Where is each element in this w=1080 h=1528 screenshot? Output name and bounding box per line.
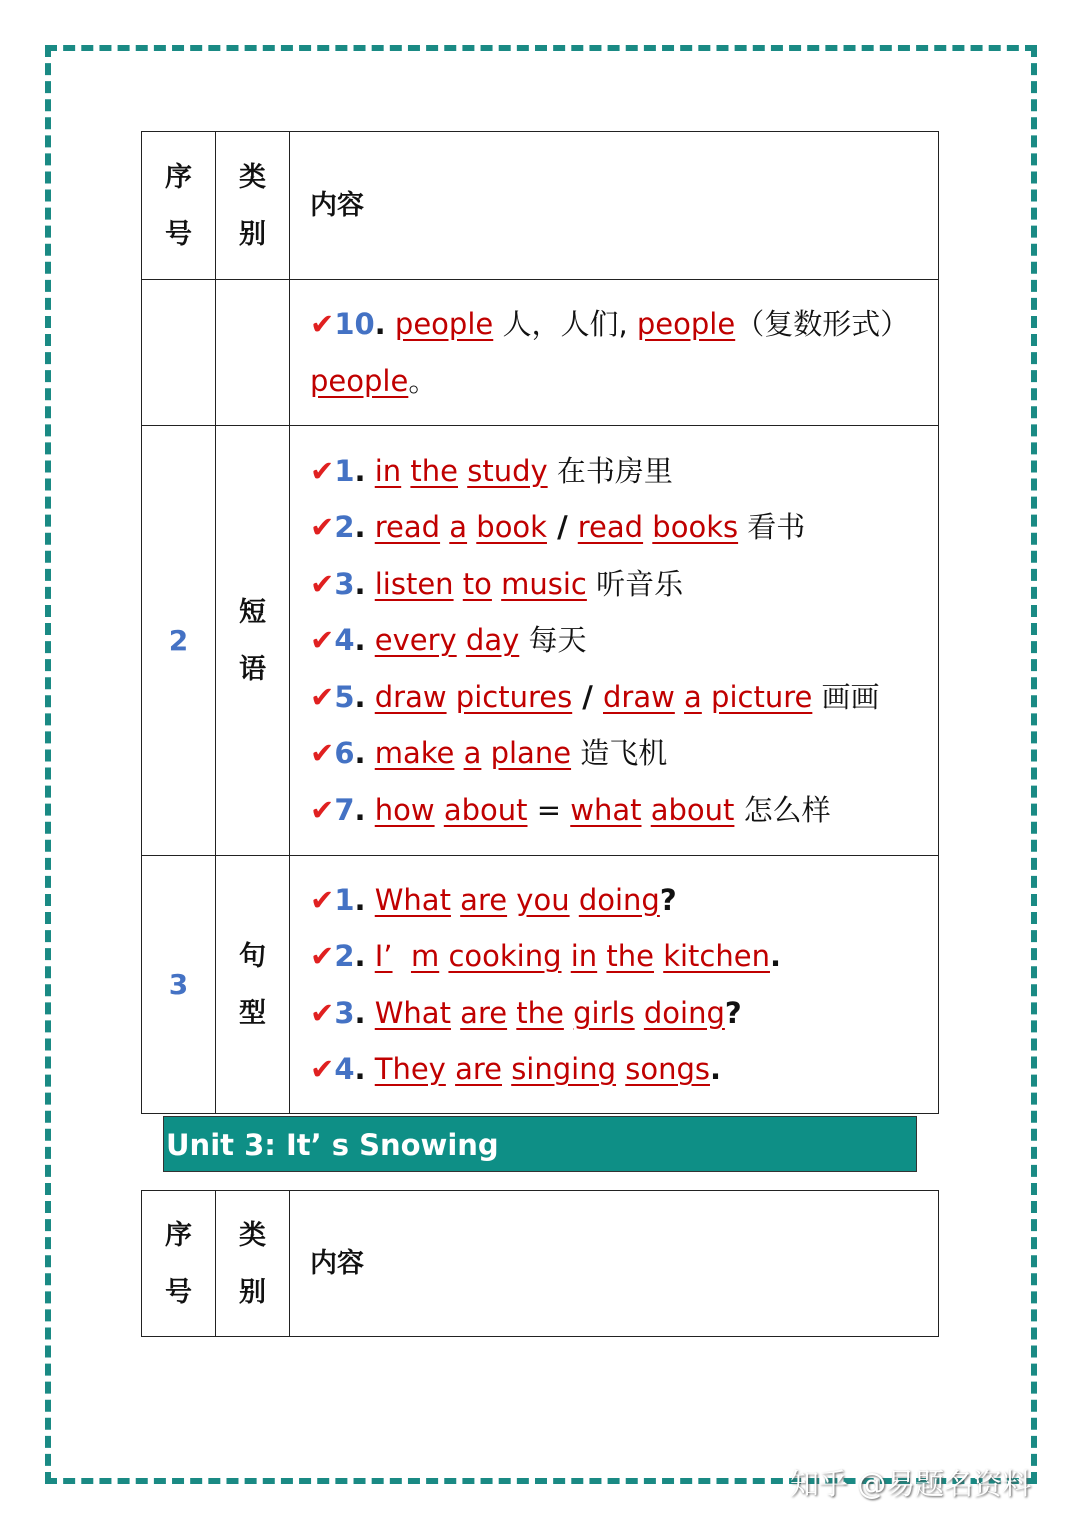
item-text xyxy=(447,680,456,714)
item-number: 3 xyxy=(334,995,355,1030)
item-text xyxy=(467,510,476,544)
table-row xyxy=(142,280,939,426)
answer-word: are xyxy=(460,995,508,1030)
answer-word: about xyxy=(650,792,735,827)
answer-word: people xyxy=(636,307,736,341)
answer-word: read xyxy=(577,510,644,545)
item-text: / xyxy=(572,679,603,714)
item-number: 4 xyxy=(334,1052,355,1086)
item-text xyxy=(507,883,516,917)
check-icon: ✔ xyxy=(310,679,335,714)
answer-word: day xyxy=(465,623,520,658)
item-text: 怎么样 xyxy=(734,792,831,827)
item-text xyxy=(643,510,652,544)
item-text: . xyxy=(709,1052,722,1086)
header-seq: 序号 xyxy=(165,1219,192,1308)
list-item: ✔2. I’ m cooking in the kitchen. xyxy=(310,939,782,973)
answer-word: draw xyxy=(374,679,447,714)
table-row xyxy=(142,856,939,1114)
item-text xyxy=(451,996,460,1030)
item-text xyxy=(440,510,449,544)
header-content: 内容 xyxy=(290,132,939,280)
item-text: 画画 xyxy=(812,679,880,714)
check-icon: ✔ xyxy=(310,307,335,341)
answer-word: kitchen xyxy=(663,939,770,973)
answer-word: are xyxy=(455,1052,502,1086)
list-item: ✔7. how about = what about 怎么样 xyxy=(310,792,831,827)
header-row xyxy=(142,132,939,280)
answer-word: to xyxy=(462,566,492,601)
item-number: 2 xyxy=(334,939,355,973)
item-text xyxy=(564,996,573,1030)
check-icon: ✔ xyxy=(310,510,335,545)
answer-word: girls xyxy=(573,995,635,1030)
check-icon: ✔ xyxy=(310,1052,335,1086)
list-item: ✔4. every day 每天 xyxy=(310,623,587,658)
item-text xyxy=(597,939,606,973)
answer-word: What xyxy=(374,995,451,1030)
answer-word: make xyxy=(374,736,455,771)
answer-word: I’ xyxy=(374,939,393,973)
header-cat: 类别 xyxy=(239,1219,266,1308)
answer-word: the xyxy=(516,995,564,1030)
item-text: 听音乐 xyxy=(586,566,684,601)
item-text xyxy=(570,883,579,917)
list-item: ✔10. people 人，人们, people（复数形式） xyxy=(310,307,910,341)
answer-word: every xyxy=(374,623,457,658)
list-item: ✔2. read a book / read books 看书 xyxy=(310,510,806,545)
check-icon: ✔ xyxy=(310,736,335,771)
list-item: ✔6. make a plane 造飞机 xyxy=(310,736,668,771)
answer-word: you xyxy=(516,882,570,917)
item-text: ? xyxy=(724,995,742,1030)
answer-word: books xyxy=(652,510,739,545)
item-number: 2 xyxy=(334,510,355,545)
row-seq: 2 xyxy=(142,426,216,856)
item-number: 1 xyxy=(334,453,355,488)
answer-word: people xyxy=(394,307,494,341)
answer-word: They xyxy=(374,1052,446,1086)
answer-word: read xyxy=(374,510,441,545)
item-text xyxy=(446,1052,455,1086)
header-seq: 序号 xyxy=(165,161,192,250)
item-text xyxy=(435,793,444,827)
list-item: ✔1. What are you doing? xyxy=(310,882,677,917)
item-text xyxy=(454,736,463,770)
answer-word: m xyxy=(410,939,440,973)
answer-word: the xyxy=(606,939,654,973)
answer-word: in xyxy=(570,939,598,973)
item-number: 4 xyxy=(334,623,355,658)
answer-word: are xyxy=(460,882,508,917)
check-icon: ✔ xyxy=(310,939,335,973)
item-text: ? xyxy=(659,882,677,917)
table-row xyxy=(142,426,939,856)
item-text: 。 xyxy=(408,363,438,398)
item-text: / xyxy=(546,510,578,545)
list-item xyxy=(310,353,937,410)
vocab-table xyxy=(141,131,939,1114)
answer-word: about xyxy=(443,792,528,827)
item-text: 在书房里 xyxy=(547,453,673,488)
item-text xyxy=(635,996,644,1030)
item-text xyxy=(454,567,463,601)
item-text xyxy=(675,680,684,714)
item-text xyxy=(702,680,711,714)
row-seq: 3 xyxy=(142,856,216,1114)
item-number: 7 xyxy=(334,792,355,827)
header-row xyxy=(142,1191,939,1337)
answer-word: plane xyxy=(490,736,572,771)
answer-word: people xyxy=(310,363,409,398)
answer-word: a xyxy=(463,736,482,771)
item-text: 人，人们, xyxy=(493,307,637,341)
item-number: 5 xyxy=(334,679,355,714)
list-item: ✔1. in the study 在书房里 xyxy=(310,453,673,488)
header-content: 内容 xyxy=(290,1191,939,1337)
answer-word: singing xyxy=(511,1052,617,1086)
item-text: 看书 xyxy=(738,510,806,545)
vocab-table-2 xyxy=(141,1190,939,1337)
item-text: = xyxy=(527,792,571,827)
watermark: 知乎 @易题名资料 xyxy=(790,1467,1032,1501)
check-icon: ✔ xyxy=(310,623,335,658)
item-number: 6 xyxy=(334,736,355,771)
answer-word: doing xyxy=(578,882,660,917)
row-category: 句型 xyxy=(239,940,266,1029)
check-icon: ✔ xyxy=(310,792,335,827)
header-cat: 类别 xyxy=(239,161,266,250)
answer-word: the xyxy=(410,453,458,488)
unit-banner: Unit 3: It’ s Snowing xyxy=(163,1116,917,1172)
answer-word: picture xyxy=(711,679,813,714)
item-text xyxy=(507,996,516,1030)
item-text: 造飞机 xyxy=(571,736,668,771)
item-text xyxy=(616,1052,625,1086)
check-icon: ✔ xyxy=(310,995,335,1030)
item-text xyxy=(562,939,571,973)
answer-word: draw xyxy=(603,679,675,714)
item-text: . xyxy=(769,939,782,973)
answer-word: study xyxy=(467,453,548,488)
list-item: ✔4. They are singing songs. xyxy=(310,1052,722,1086)
list-item: ✔3. listen to music 听音乐 xyxy=(310,566,684,601)
item-text xyxy=(492,567,501,601)
check-icon: ✔ xyxy=(310,566,335,601)
answer-word: a xyxy=(684,679,702,714)
answer-word: cooking xyxy=(448,939,562,973)
answer-word: songs xyxy=(625,1052,710,1086)
list-item: ✔3. What are the girls doing? xyxy=(310,995,742,1030)
item-text xyxy=(457,623,466,657)
item-text xyxy=(458,454,467,488)
row-seq xyxy=(142,280,216,426)
item-number: 1 xyxy=(334,882,355,917)
answer-word: in xyxy=(374,453,402,488)
item-number: 10 xyxy=(334,307,375,341)
list-item: ✔5. draw pictures / draw a picture 画画 xyxy=(310,679,880,714)
row-category: 短语 xyxy=(239,596,266,685)
answer-word: What xyxy=(374,882,451,917)
item-number: 3 xyxy=(334,566,355,601)
answer-word: music xyxy=(501,566,587,601)
item-text xyxy=(654,939,663,973)
answer-word: how xyxy=(374,792,435,827)
item-text: 每天 xyxy=(519,623,587,658)
answer-word: a xyxy=(449,510,468,545)
item-text xyxy=(393,939,411,973)
answer-word: book xyxy=(476,510,547,545)
answer-word: what xyxy=(570,792,642,827)
answer-word: listen xyxy=(374,566,454,601)
item-text xyxy=(502,1052,511,1086)
check-icon: ✔ xyxy=(310,453,335,488)
answer-word: doing xyxy=(643,995,725,1030)
item-text xyxy=(451,883,460,917)
check-icon: ✔ xyxy=(310,882,335,917)
item-text: （复数形式） xyxy=(735,307,910,341)
item-text xyxy=(642,793,651,827)
answer-word: pictures xyxy=(455,679,573,714)
item-text xyxy=(481,736,490,770)
